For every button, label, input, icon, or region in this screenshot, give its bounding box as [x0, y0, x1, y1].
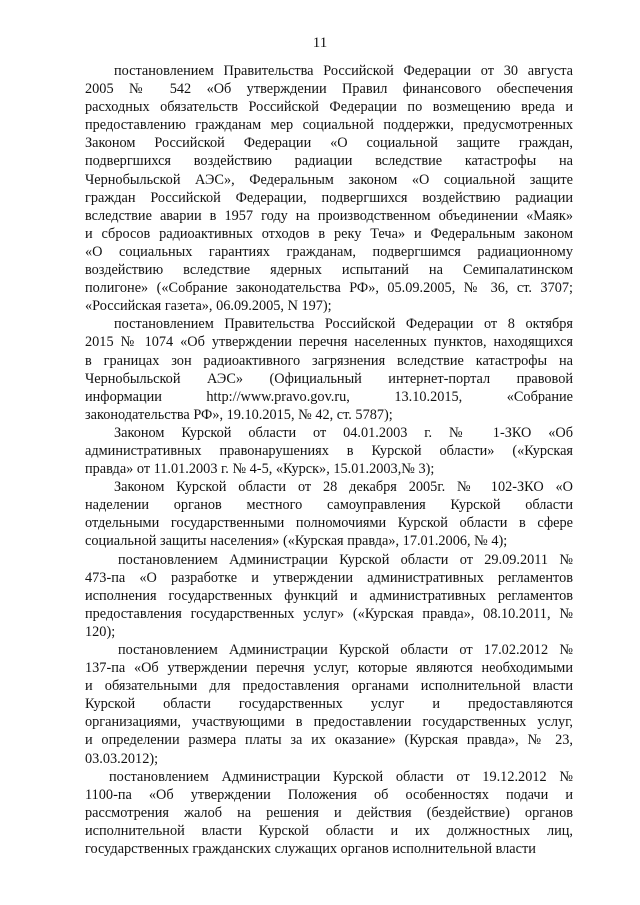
paragraph-line: расходных обязательств Российской Федерации по возмещению вреда и	[85, 99, 573, 116]
paragraph-line: постановлением Правительства Российской Федерации от 30 августа	[114, 63, 573, 79]
paragraph-line: граждан Российской Федерации, подвергшихся воздействию радиации	[85, 189, 573, 206]
paragraph-line: полигоне» («Собрание законодательства РФ», 05.09.2005, № 36, ст. 3707;	[85, 280, 573, 297]
paragraph-line: отдельными государственными полномочиями Курской области в сфере	[85, 515, 573, 532]
paragraph-line: «Российская газета», 06.09.2005, N 197);	[85, 298, 332, 315]
paragraph-line: и определении размера платы за их оказание» (Курская правда», № 23,	[85, 732, 573, 749]
paragraph-line: 2015 № 1074 «Об утверждении перечня населенных пунктов, находящихся	[85, 334, 573, 351]
paragraph-line: социальной защиты населения» («Курская правда», 17.01.2006, № 4);	[85, 533, 508, 550]
paragraph-line: постановлением Правительства Российской Федерации от 8 октября	[114, 316, 573, 333]
paragraph-line: воздействию вследствие ядерных испытаний на Семипалатинском	[85, 262, 573, 279]
paragraph-line: и обязательными для предоставления органами исполнительной власти	[85, 678, 573, 695]
paragraph-line: 473-па «О разработке и утверждении административных регламентов	[85, 569, 573, 586]
paragraph-line: исполнения государственных функций и административных регламентов	[85, 587, 573, 604]
paragraph-line: Курской области государственных услуг и предоставляются	[85, 696, 573, 713]
paragraph-line: Законом Курской области от 04.01.2003 г. № 1-ЗКО «Об	[114, 424, 573, 441]
paragraph	[85, 551, 573, 641]
paragraph-line: и сбросов радиоактивных отходов в реку Теча» и Федеральным законом	[85, 225, 573, 242]
paragraph-line: «О социальных гарантиях гражданам, подвергшимся радиационному	[85, 243, 573, 260]
paragraph-line: подвергшихся воздействию радиации вследствие катастрофы на	[85, 153, 573, 170]
paragraph-line: законодательства РФ», 19.10.2015, № 42, ст. 5787);	[85, 406, 393, 423]
paragraph	[85, 768, 573, 858]
paragraph-line: административных правонарушениях в Курской области» («Курская	[85, 442, 573, 459]
paragraph-line: информации http://www.pravo.gov.ru, 13.10.2015, «Собрание	[85, 388, 573, 405]
paragraph-line: предоставления государственных услуг» («Курская правда», 08.10.2011, №	[85, 605, 573, 622]
paragraph-line: постановлением Администрации Курской области от 29.09.2011 №	[118, 551, 573, 568]
paragraph-line: исполнительной власти Курской области и их должностных лиц,	[85, 822, 573, 839]
paragraph-line: в границах зон радиоактивного загрязнения вследствие катастрофы на	[85, 352, 573, 369]
paragraph	[85, 315, 573, 424]
paragraph	[85, 478, 573, 550]
paragraph-line: вследствие аварии в 1957 году на производственном объединении «Маяк»	[85, 207, 573, 224]
paragraph-line: постановлением Администрации Курской области от 19.12.2012 №	[109, 768, 573, 785]
page-number: 11	[312, 35, 328, 51]
paragraph-line: рассмотрения жалоб на решения и действия (бездействие) органов	[85, 804, 573, 821]
paragraph-line: Законом Российской Федерации «О социальной защите граждан,	[85, 135, 573, 152]
paragraph-line: Чернобыльской АЭС», Федеральным законом «О социальной защите	[85, 171, 573, 188]
paragraph-line: предоставлению гражданам мер социальной поддержки, предусмотренных	[85, 117, 573, 134]
paragraph	[85, 641, 573, 768]
paragraph-line: Чернобыльской АЭС» (Официальный интернет-портал правовой	[85, 370, 573, 387]
paragraph-line: 2005 № 542 «Об утверждении Правил финансового обеспечения	[85, 81, 573, 98]
paragraph-line: наделении органов местного самоуправления Курской области	[85, 497, 573, 514]
paragraph-line: 137-па «Об утверждении перечня услуг, которые являются необходимыми	[85, 660, 573, 677]
paragraph	[85, 424, 573, 478]
paragraph-line: Законом Курской области от 28 декабря 2005г. № 102-ЗКО «О	[114, 479, 573, 496]
paragraph-line: 03.03.2012);	[85, 750, 159, 767]
paragraph-line: 120);	[85, 623, 116, 640]
paragraph-line: постановлением Администрации Курской области от 17.02.2012 №	[118, 642, 573, 658]
paragraph-line: организациями, участвующими в предоставлении государственных услуг,	[85, 714, 573, 731]
document-body	[85, 62, 573, 858]
paragraph-line: государственных гражданских служащих органов исполнительной власти	[85, 841, 536, 858]
paragraph-line: 1100-па «Об утверждении Положения об особенностях подачи и	[85, 786, 573, 803]
paragraph-line: правда» от 11.01.2003 г. № 4-5, «Курск», 15.01.2003,№ 3);	[85, 461, 435, 478]
paragraph	[85, 62, 573, 315]
